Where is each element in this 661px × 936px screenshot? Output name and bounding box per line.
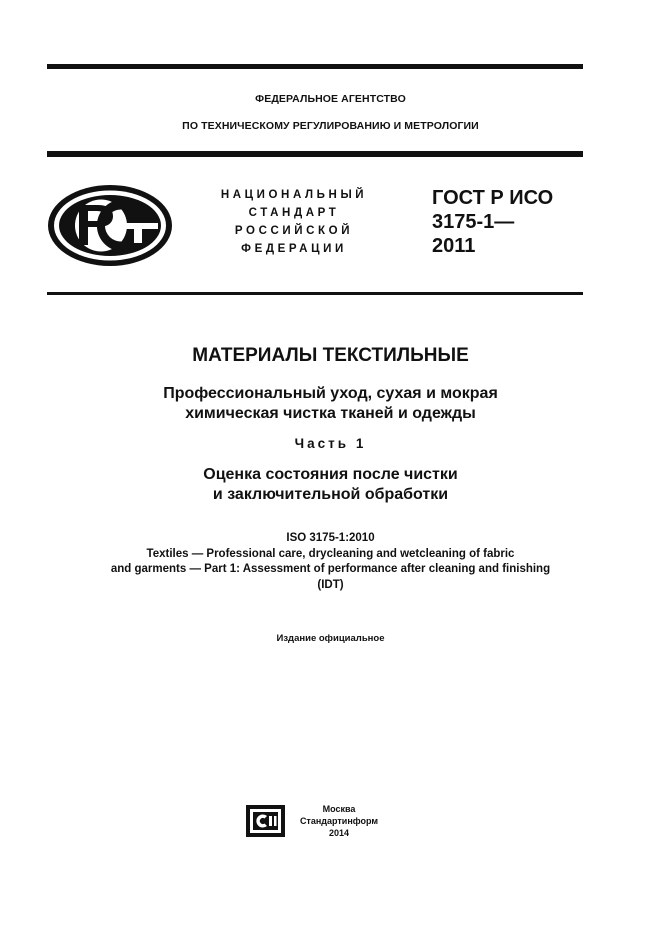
national-standard-line: НАЦИОНАЛЬНЫЙ — [220, 189, 368, 201]
edition-label: Издание официальное — [276, 633, 385, 644]
bottom-rule — [47, 292, 583, 295]
iso-reference — [0, 531, 661, 593]
part-title-line: и заключительной обработки — [212, 486, 449, 503]
standard-code-line: ГОСТ Р ИСО — [432, 187, 554, 209]
publisher-info — [294, 803, 384, 839]
part-title — [0, 465, 661, 505]
standard-code-line: 3175-1— — [432, 211, 515, 233]
middle-rule — [47, 151, 583, 157]
standard-code-line: 2011 — [432, 235, 476, 257]
national-standard-line: СТАНДАРТ — [248, 207, 340, 219]
subtitle-line: Профессиональный уход, сухая и мокрая — [163, 385, 498, 402]
iso-title-line: Textiles — Professional care, drycleaning and wetcleaning of fabric — [146, 547, 515, 560]
agency-name-line1: ФЕДЕРАЛЬНОЕ АГЕНТСТВО — [255, 93, 406, 105]
standartinform-logo-icon — [246, 805, 285, 837]
part-title-line: Оценка состояния после чистки — [203, 466, 458, 483]
national-standard-line: ФЕДЕРАЦИИ — [241, 243, 347, 255]
standard-code — [432, 186, 553, 258]
national-standard-line: РОССИЙСКОЙ — [234, 225, 354, 237]
iso-code: ISO 3175-1:2010 — [286, 532, 375, 544]
top-rule — [47, 64, 583, 69]
rst-logo-icon — [46, 183, 174, 268]
part-label: Часть 1 — [294, 436, 367, 451]
national-standard-label — [196, 186, 392, 258]
publisher-name: Стандартинформ — [299, 816, 379, 826]
subtitle — [0, 384, 661, 424]
subtitle-line: химическая чистка тканей и одежды — [185, 405, 476, 422]
iso-title-line: and garments — Part 1: Assessment of performance after cleaning and finishing — [110, 563, 551, 575]
main-title: МАТЕРИАЛЫ ТЕКСТИЛЬНЫЕ — [192, 345, 469, 366]
publication-year: 2014 — [328, 828, 350, 838]
publisher-city: Москва — [322, 804, 356, 814]
agency-name-line2: ПО ТЕХНИЧЕСКОМУ РЕГУЛИРОВАНИЮ И МЕТРОЛОГИИ — [182, 120, 479, 132]
iso-equivalence: (IDT) — [317, 578, 344, 591]
